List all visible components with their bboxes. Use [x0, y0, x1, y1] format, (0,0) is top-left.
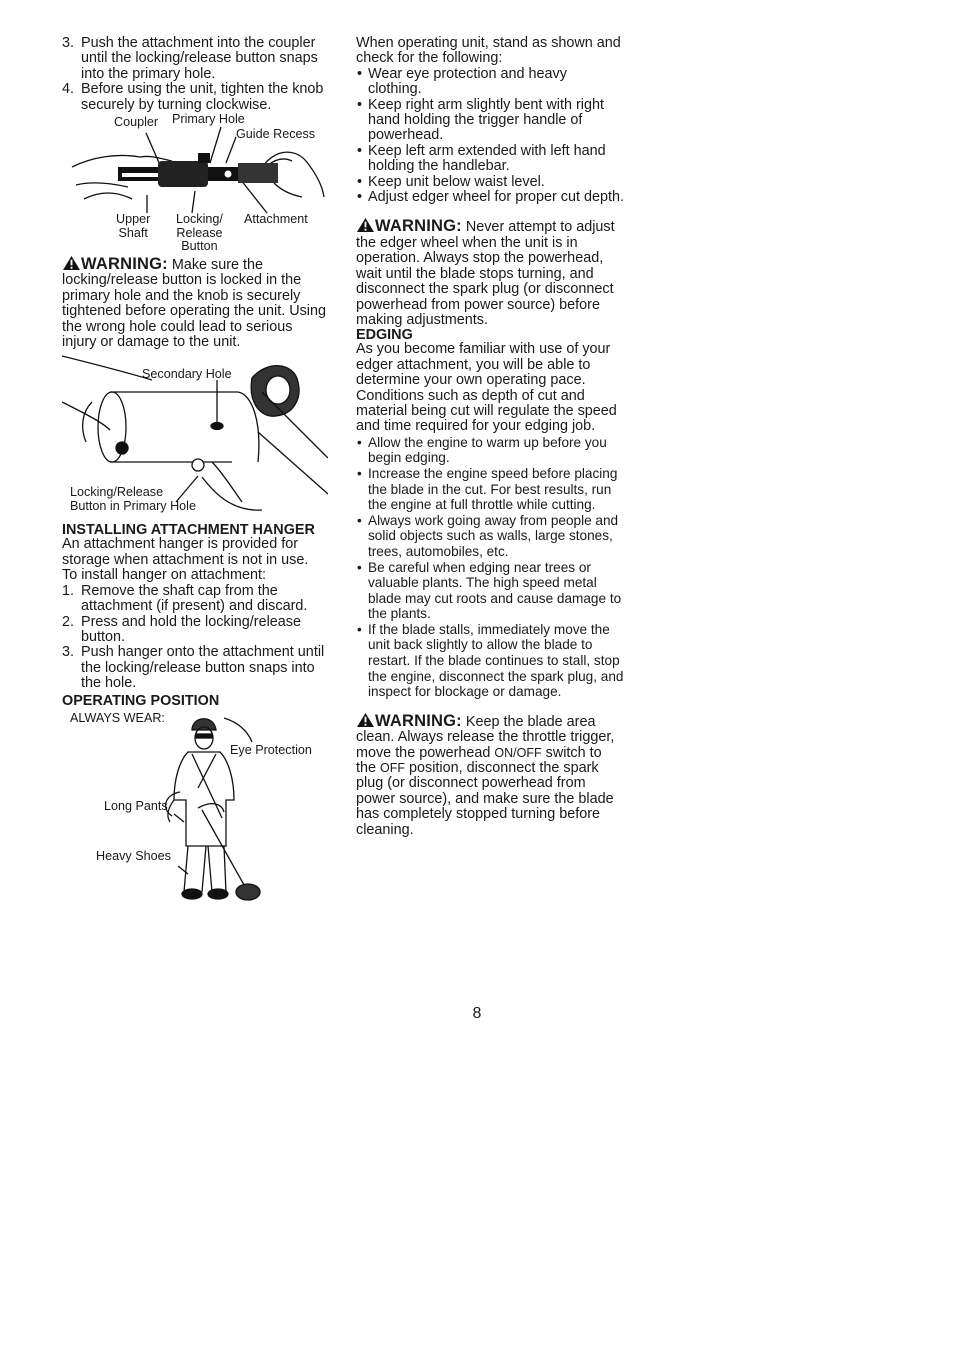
- step-text: Push hanger onto the attachment until the locking/release button snaps into the hole.: [81, 644, 325, 692]
- attach-steps: [62, 36, 328, 113]
- step-number: 1.: [62, 582, 75, 599]
- list-item: • Allow the engine to warm up before you begin edging.: [357, 434, 607, 466]
- edging-text: Be careful when edging near trees or valuable plants. The high speed metal blade may cut roots and cause damage to the plants.: [368, 559, 622, 622]
- warning-triangle-icon: [62, 255, 81, 271]
- warning-text-b: switch to the: [356, 744, 602, 777]
- left-column: [62, 36, 328, 904]
- list-item: • Adjust edger wheel for proper cut depth.: [357, 189, 624, 206]
- edging-bullets: [356, 435, 624, 700]
- label-guide-recess: Guide Recess: [236, 127, 316, 142]
- hanger-intro: An attachment hanger is provided for storage when attachment is not in use.: [62, 536, 309, 568]
- step-number: 4.: [62, 81, 75, 98]
- check-text: Keep right arm slightly bent with right hand holding the trigger handle of powerhead.: [368, 96, 604, 144]
- label-primary-hole: Primary Hole: [172, 112, 245, 127]
- off-text: OFF: [380, 761, 406, 776]
- list-item: • Keep right arm slightly bent with right hand holding the trigger handle of powerhead.: [357, 96, 604, 144]
- list-item: • Keep left arm extended with left hand holding the handlebar.: [357, 142, 606, 175]
- label-always-wear: ALWAYS WEAR:: [70, 710, 165, 725]
- operator-figure: [62, 708, 328, 904]
- warning-text-c: position, disconnect the spark plug (or disconnect powerhead from power source), and make sure the blade has completely stopped turning before cleaning.: [356, 760, 614, 838]
- warning-label: WARNING:: [375, 217, 462, 236]
- warning-triangle-icon: [356, 217, 375, 233]
- edging-text: Always work going away from people and solid objects such as walls, large stones, trees, automobiles, etc.: [368, 512, 619, 559]
- operating-intro: When operating unit, stand as shown and check for the following:: [356, 35, 621, 67]
- warning-label: WARNING:: [375, 711, 462, 730]
- edging-intro: As you become familiar with use of your edger attachment, you will be able to determine your own operating pace. Conditions such as depth of cut and material being cut will regulate the speed and time required for your edging job.: [356, 341, 617, 435]
- hanger-steps: [62, 584, 328, 692]
- label-long-pants: Long Pants: [104, 798, 168, 813]
- list-item: • Increase the engine speed before placing the blade in the cut. For best results, run the engine at full throttle while cutting.: [357, 465, 618, 513]
- list-item: [62, 82, 328, 113]
- warning-text: Make sure the locking/release button is locked in the primary hole and the knob is securely tightened before operating the unit. Using the wrong hole could lead to serious injury or damage to the unit.: [62, 257, 327, 351]
- label-coupler: Coupler: [114, 115, 159, 130]
- check-text: Keep unit below waist level.: [368, 173, 545, 190]
- heading-operating-position: OPERATING POSITION: [62, 692, 220, 709]
- heading-attachment-hanger: INSTALLING ATTACHMENT HANGER: [62, 522, 315, 539]
- list-item: • Always work going away from people and solid objects such as walls, large stones, trees, automobiles, etc.: [357, 512, 619, 559]
- right-column: [356, 36, 624, 838]
- list-item: [62, 615, 328, 646]
- step-text: Remove the shaft cap from the attachment (if present) and discard.: [81, 582, 308, 615]
- label-attachment: Attachment: [244, 212, 308, 227]
- step-number: 2.: [62, 613, 75, 630]
- warning-label: WARNING:: [81, 255, 168, 274]
- list-item: • Keep unit below waist level.: [357, 173, 545, 190]
- list-item: • If the blade stalls, immediately move the unit back slightly to allow the blade to restart. If the blade continues to stall, stop the engine, disconnect the spark plug, and inspect for blockage or damage.: [357, 621, 624, 700]
- list-item: [62, 645, 328, 691]
- heading-edging: EDGING: [356, 327, 413, 344]
- step-text: Push the attachment into the coupler until the locking/release button snaps into the primary hole.: [81, 35, 318, 82]
- list-item: • Be careful when edging near trees or valuable plants. The high speed metal blade may cut roots and cause damage to the plants.: [357, 559, 622, 622]
- check-text: Keep left arm extended with left hand holding the handlebar.: [368, 142, 606, 175]
- edging-text: If the blade stalls, immediately move the unit back slightly to allow the blade to restart. If the blade continues to stall, stop the engine, disconnect the spark plug, and inspect for blockage or damage.: [368, 621, 624, 700]
- page-number: 8: [472, 1005, 482, 1022]
- coupler-figure: [62, 113, 328, 253]
- check-text: Adjust edger wheel for proper cut depth.: [368, 189, 624, 206]
- warning-text-a: Keep the blade area clean. Always release the throttle trigger, move the powerhead: [356, 713, 615, 761]
- step-number: 3.: [62, 35, 75, 51]
- label-locking-release-button: Locking/ Release Button: [176, 212, 223, 254]
- operating-checks: [356, 67, 624, 206]
- check-text: Wear eye protection and heavy clothing.: [368, 65, 567, 98]
- warning-triangle-icon: [356, 712, 375, 728]
- label-heavy-shoes: Heavy Shoes: [96, 848, 171, 863]
- warning-text: Never attempt to adjust the edger wheel when the unit is in operation. Always stop the powerhead, wait until the blade stops turning, and disconnect the spark plug (or disconnect powerhead from power source) before making adjustments.: [356, 219, 615, 328]
- label-locking-release-primary: Locking/Release Button in Primary Hole: [70, 485, 196, 513]
- step-text: Press and hold the locking/release button.: [81, 613, 301, 645]
- on-off-text: ON/OFF: [494, 745, 542, 760]
- secondary-hole-figure: [62, 352, 328, 518]
- warning-lock: [62, 255, 328, 350]
- list-item: [62, 584, 328, 615]
- step-number: 3.: [62, 644, 75, 661]
- list-item: • Wear eye protection and heavy clothing.: [357, 65, 567, 98]
- label-eye-protection: Eye Protection: [230, 742, 312, 757]
- edging-text: Increase the engine speed before placing the blade in the cut. For best results, run the engine at full throttle while cutting.: [368, 465, 618, 513]
- label-upper-shaft: Upper Shaft: [116, 212, 151, 240]
- edging-text: Allow the engine to warm up before you begin edging.: [368, 434, 607, 466]
- list-item: [62, 36, 328, 82]
- hanger-lead: To install hanger on attachment:: [62, 567, 266, 584]
- warning-blade-clean: [356, 712, 624, 838]
- label-secondary-hole: Secondary Hole: [142, 367, 232, 382]
- warning-edger-wheel: [356, 217, 624, 328]
- step-text: Before using the unit, tighten the knob securely by turning clockwise.: [81, 81, 324, 113]
- operator-illustration: [62, 708, 328, 904]
